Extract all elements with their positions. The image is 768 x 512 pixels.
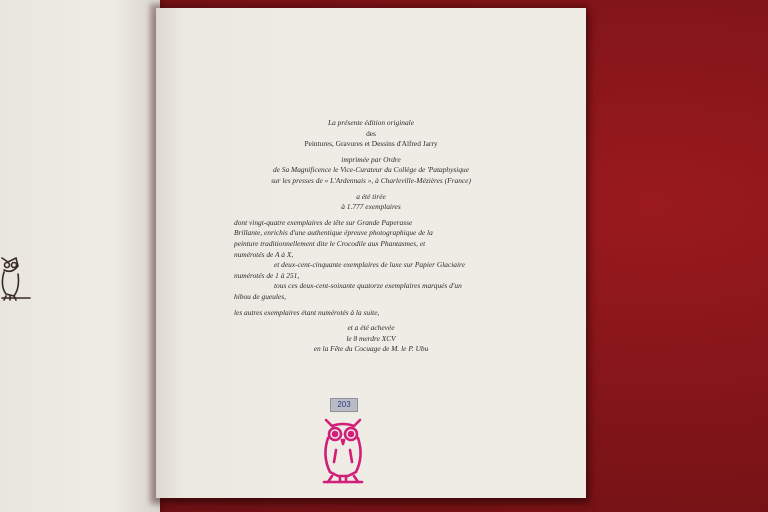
colophon-line: et deux-cent-cinquante exemplaires de luxe sur Papier Glaciaire	[274, 260, 465, 270]
colophon-line: le 8 merdre XCV	[346, 333, 396, 343]
colophon-paragraph	[234, 218, 534, 318]
colophon-line: hibou de gueules,	[234, 291, 286, 301]
owl-drawing-icon	[0, 252, 34, 302]
colophon-line: en la Fête du Cocuage de M. le P. Ubu	[313, 344, 429, 354]
left-page	[0, 0, 160, 512]
colophon-line: de Sa Magnificence le Vice-Curateur du Collège de 'Pataphysique	[272, 165, 469, 175]
colophon-line: peinture traditionnellement dite le Crocodile aux Phantasmes, et	[234, 238, 426, 248]
colophon-line: Peintures, Gravures et Dessins d'Alfred Jarry	[304, 139, 438, 149]
owl-stamp-icon	[318, 416, 368, 488]
colophon-line: des	[366, 128, 376, 138]
colophon-line: les autres exemplaires étant numérotés à la suite,	[234, 307, 380, 317]
colophon-line: a été tirée	[356, 191, 386, 201]
colophon-line: dont vingt-quatre exemplaires de tête sur Grande Paperasse	[234, 217, 413, 227]
copy-number-stamp: 203	[330, 398, 358, 412]
colophon-line: La présente édition originale	[327, 118, 414, 127]
colophon-line: Brillante, enrichis d'une authentique épreuve photographique de la	[234, 228, 433, 238]
colophon-line: et a été achevée	[347, 323, 395, 333]
colophon-line: numérotés de 1 à 251,	[234, 270, 300, 280]
colophon-line: tous ces deux-cent-soixante quatorze exemplaires marqués d'un	[274, 281, 462, 291]
colophon-text	[156, 118, 586, 355]
right-page	[156, 8, 586, 498]
colophon-line: numérotés de A à X,	[234, 249, 294, 259]
colophon-line: sur les presses de « L'Ardennais », à Charleville-Mézières (France)	[271, 175, 471, 185]
colophon-line: à 1.777 exemplaires	[341, 202, 401, 212]
colophon-line: imprimée par Ordre	[341, 154, 401, 164]
